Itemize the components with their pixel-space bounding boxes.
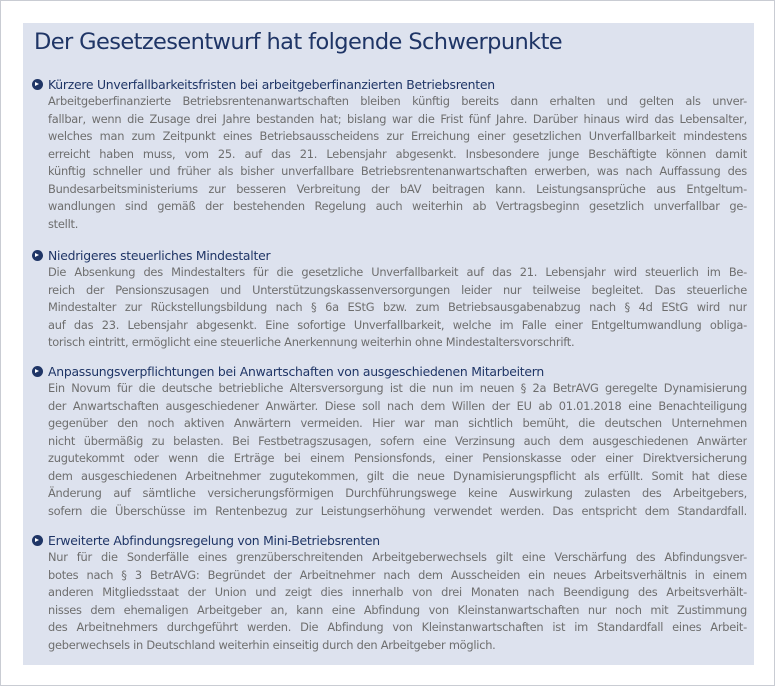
section-heading <box>31 363 747 380</box>
body-line: künftig schneller und früher als bisher unverfallbare Betriebsrentenanwartschaften erwerben, was nach Auffassung des <box>48 164 747 178</box>
body-line: sofern die Überschüsse im Rentenbezug zur Leistungserhöhung verwendet werden. Das entspricht dem Standardfall. <box>48 503 747 518</box>
body-line: auf das 23. Lebensjahr abgesenkt. Eine sofortige Unverfallbarkeit, welche im Falle einer Entgeltumwandlung obliga- <box>48 317 747 332</box>
section-adjustment-obligations <box>31 363 747 520</box>
section-heading-text: Kürzere Unverfallbarkeitsfristen bei arbeitgeberfinanzierten Betriebsrenten <box>48 77 495 92</box>
arrow-bullet-icon <box>32 79 43 90</box>
box-title: Der Gesetzesentwurf hat folgende Schwerpunkte <box>34 29 563 55</box>
section-body <box>48 264 747 352</box>
section-heading <box>31 76 747 93</box>
body-line: nisses dem ehemaligen Arbeitgeber an, kann eine Abfindung von Kleinstanwartschaften nur noch mit Zustimmung <box>48 602 747 617</box>
body-line: Änderung auf sämtliche versicherungsförmigen Durchführungswege keine Auswirkung zulasten des Arbeitgebers, <box>48 486 747 500</box>
body-line: welches man zum Zeitpunkt eines Betriebsausscheidens zur Erreichung einer gesetzlichen Unverfallbarkeit mindestens <box>48 129 747 143</box>
body-line: des Arbeitnehmers durchgeführt werden. Die Abfindung von Kleinstanwartschaften ist im Standardfall eines Arbeit- <box>48 620 747 634</box>
body-line: Ein Novum für die deutsche betriebliche Altersversorgung ist die nun im neuen § 2a BetrAVG geregelte Dynamisierung <box>48 381 747 395</box>
section-body <box>48 93 747 233</box>
body-line: fallbar, wenn die Zusage drei Jahre bestanden hat; bislang war die Frist fünf Jahre. Darüber hinaus wird das Lebensalter, <box>48 111 747 126</box>
section-heading <box>31 247 747 264</box>
section-heading-text: Niedrigeres steuerliches Mindestalter <box>48 248 271 263</box>
arrow-bullet-icon <box>32 366 43 377</box>
section-heading-text: Anpassungsverpflichtungen bei Anwartschaften von ausgeschiedenen Mitarbeitern <box>48 364 545 379</box>
arrow-bullet-icon <box>32 535 43 546</box>
section-body <box>48 549 747 654</box>
body-line: gegenüber den noch aktiven Anwärtern vermeiden. Hier war man sichtlich bemüht, die deutschen Unternehmen <box>48 416 747 430</box>
body-line: wandlungen sind gemäß der bestehenden Regelung auch weiterhin ab Vertragsbeginn gesetzlich unverfallbar ge- <box>48 199 747 213</box>
body-line: Mindestalter zur Rückstellungsbildung nach § 6a EStG bzw. zum Betriebsausgabenabzug nach § 4d EStG wird nur <box>48 300 747 314</box>
body-line: der Anwartschaften ausgeschiedener Anwärter. Diese soll nach dem Willen der EU ab 01.01.2018 eine Benachteiligung <box>48 398 747 413</box>
body-line: dem ausgeschiedenen Arbeitnehmer zugutekommen, gilt die neue Dynamisierungspflicht als erfüllt. Somit hat diese <box>48 468 747 483</box>
section-extended-severance <box>31 532 747 654</box>
body-line: reich der Pensionszusagen und Unterstützungskassenversorgungen leider nur teilweise begleitet. Das steuerliche <box>48 282 747 297</box>
section-shorter-vesting <box>31 76 747 233</box>
body-line: stellt. <box>48 216 79 231</box>
body-line: botes nach § 3 BetrAVG: Begründet der Arbeitnehmer nach dem Ausscheiden ein neues Arbeitsverhältnis in einem <box>48 567 747 582</box>
body-line: Die Absenkung des Mindestalters für die gesetzliche Unverfallbarkeit auf das 21. Lebensjahr wird steuerlich im Be- <box>48 265 747 279</box>
section-tax-minimum-age <box>31 247 747 352</box>
info-box <box>23 23 754 665</box>
body-line: nicht übermäßig zu belasten. Bei Festbetragszusagen, sofern eine Verzinsung auch dem ausgeschiedenen Anwärter <box>48 433 747 448</box>
body-line: Bundesarbeitsministeriums zur besseren Verbreitung der bAV beitragen kann. Leistungsansprüche aus Entgeltum- <box>48 181 747 196</box>
body-line: Nur für die Sonderfälle eines grenzüberschreitenden Arbeitgeberwechsels gilt eine Verschärfung des Abfindungsver- <box>48 550 747 564</box>
body-line: Arbeitgeberfinanzierte Betriebsrentenanwartschaften bleiben künftig bereits dann erhalten und gelten als unver- <box>48 94 747 108</box>
section-heading-text: Erweiterte Abfindungsregelung von Mini-Betriebsrenten <box>48 533 380 548</box>
body-line: torisch eintritt, ermöglicht eine steuerliche Anerkennung weiterhin ohne Mindestaltersvorschrift. <box>48 335 575 349</box>
section-body <box>48 380 747 520</box>
section-heading <box>31 532 747 549</box>
body-line: zugutekommt oder wenn die Erträge bei einem Pensionsfonds, einer Pensionskasse oder einer Direktversicherung <box>48 451 747 465</box>
arrow-bullet-icon <box>32 250 43 261</box>
body-line: erreicht haben muss, vom 25. auf das 21. Lebensjahr abgesenkt. Insbesondere junge Beschäftigte können damit <box>48 146 747 161</box>
body-line: geberwechsels in Deutschland weiterhin einseitig durch den Arbeitgeber möglich. <box>48 637 496 652</box>
body-line: anderen Mitgliedsstaat der Union und zeigt dies innerhalb von drei Monaten nach Beendigung des Arbeitsverhält- <box>48 585 747 599</box>
